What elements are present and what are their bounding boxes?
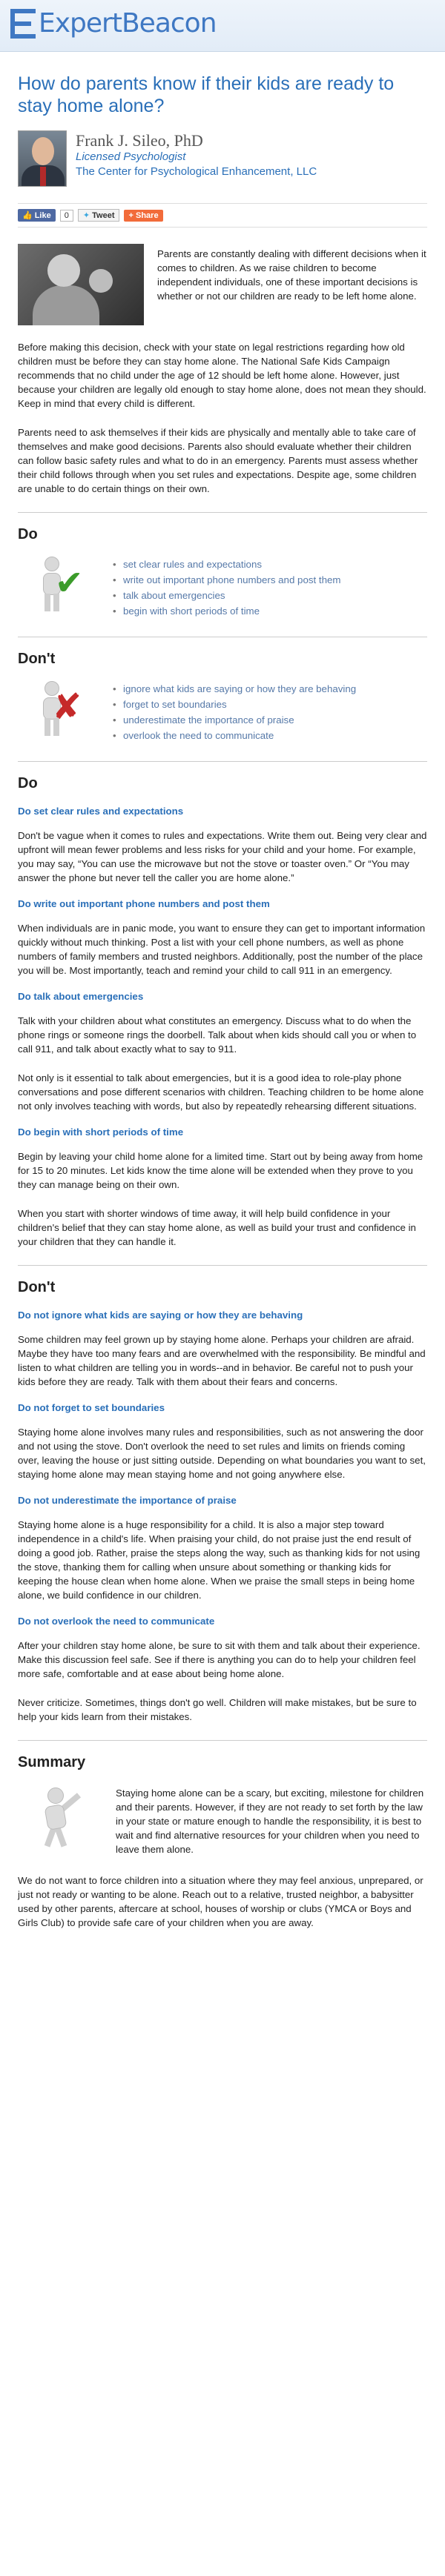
plus-icon: + xyxy=(128,210,134,220)
summary-intro: Staying home alone can be a scary, but exciting, milestone for children and their parents. However, if they are not ready to set forth by the law in your state or mature enough to handle the responsibility, it is best to wait and find alternative resources for your children when you need to leave them alone. xyxy=(116,1787,424,1855)
do-item-title: Do talk about emergencies xyxy=(18,991,144,1002)
do-summary-item[interactable]: • talk about emergencies xyxy=(113,588,340,603)
figure-person-icon xyxy=(18,1785,99,1859)
dont-item-paragraph: Staying home alone involves many rules and responsibilities, such as not answering the door and not using the stove. Don't overlook the need to set rules and limits on friends coming over, leaving the house or just sitting outside. Depending on what boundaries you want to set, staying home alone may mean staying home and not going anywhere else. xyxy=(18,1427,426,1480)
author-role: Licensed Psychologist xyxy=(76,150,186,163)
twitter-bird-icon: ✦ xyxy=(82,211,90,220)
do-summary-item[interactable]: • set clear rules and expectations xyxy=(113,557,340,572)
do-item-paragraph: When individuals are in panic mode, you want to ensure they can get to important information quickly without much thinking. Post a list with your cell phone numbers, as well as phone numbers of family members and trusted neighbors. Additionally, post the number of the place you will be. Most importantly, teach and remind your child to call 911 in an emergency. xyxy=(18,923,426,976)
divider xyxy=(18,512,427,513)
logo-e-icon xyxy=(10,9,37,39)
author-name[interactable]: Frank J. Sileo, PhD xyxy=(76,131,203,150)
dont-item-title: Do not ignore what kids are saying or how they are behaving xyxy=(18,1309,303,1321)
do-summary-list xyxy=(99,554,340,619)
do-summary-block xyxy=(18,554,427,620)
body-paragraph: Before making this decision, check with your state on legal restrictions regarding how old children must be before they can stay home alone. The National Safe Kids Campaign recommends that no child under the age of 12 should be left home alone. However, just because your children are legally old enough to stay home alone, does not mean they should. Keep in mind that every child is different. xyxy=(18,342,426,409)
do-item-title: Do begin with short periods of time xyxy=(18,1126,184,1138)
do-item-paragraph: Begin by leaving your child home alone for a limited time. Start out by being away from home for 15 to 20 minutes. Let kids know the time alone will be extended when they prove to you they can manage being on their own. xyxy=(18,1151,423,1190)
do-summary-heading: Do xyxy=(18,526,38,542)
dont-summary-heading: Don't xyxy=(18,651,56,667)
tweet-label: Tweet xyxy=(92,211,115,220)
site-logo[interactable] xyxy=(10,9,445,39)
dont-item-paragraph: Staying home alone is a huge responsibility for a child. It is also a major step toward independence in a child's life. When praising your child, do not praise just the end result of doing a good job. Rather, praise the steps along the way, such as thanking kids for not using the stove, thanking them for calling when unsure about something or thanking kids for keeping the house clean when home alone. When we praise the small steps in being home alone, we build confidence in our children. xyxy=(18,1519,421,1601)
dont-summary-item[interactable]: • underestimate the importance of praise xyxy=(113,712,356,728)
author-block xyxy=(0,117,445,187)
dont-item-title: Do not forget to set boundaries xyxy=(18,1402,165,1413)
author-photo xyxy=(18,130,67,187)
summary-block xyxy=(18,1785,427,1859)
dont-section-heading: Don't xyxy=(18,1279,56,1295)
dont-summary-item[interactable]: • forget to set boundaries xyxy=(113,697,356,712)
article-title: How do parents know if their kids are ready to stay home alone? xyxy=(18,73,395,116)
share-button[interactable] xyxy=(124,210,162,222)
share-label: Share xyxy=(135,210,159,220)
summary-heading: Summary xyxy=(18,1754,86,1770)
like-count: 0 xyxy=(60,210,73,222)
divider xyxy=(18,761,427,762)
do-item-title: Do set clear rules and expectations xyxy=(18,806,184,817)
intro-block xyxy=(18,244,427,325)
body-paragraph: Parents need to ask themselves if their kids are physically and mentally able to take care of themselves and make good decisions. Parents also should evaluate whether their children can follow basic safety rules and what to do in an emergency. Parents must assess whether their child follows through when you set rules and expectations. Despite age, some children are unable to do certain things on their own. xyxy=(18,427,418,494)
dont-item-paragraph: Some children may feel grown up by staying home alone. Perhaps your children are afraid. Maybe they have too many fears and are overwhelmed with the responsibility. Be mindful and listen to what children are telling you in words--and in behavior. Be careful not to push your kids before they are ready. Talk with them about their fears and concerns. xyxy=(18,1334,426,1387)
dont-item-title: Do not overlook the need to communicate xyxy=(18,1616,215,1627)
dont-summary-item[interactable]: • ignore what kids are saying or how they are behaving xyxy=(113,681,356,697)
do-summary-item[interactable]: • write out important phone numbers and post them xyxy=(113,572,340,588)
site-header xyxy=(0,0,445,52)
do-item-paragraph: Talk with your children about what constitutes an emergency. Discuss what to do when the phone rings or someone rings the doorbell. Talk about when kids should call you or when to call 911, and talk about exactly what to say to 911. xyxy=(18,1015,417,1055)
dont-item-title: Do not underestimate the importance of praise xyxy=(18,1495,237,1506)
like-label: Like xyxy=(34,210,51,220)
dont-summary-block xyxy=(18,678,427,745)
dont-summary-item[interactable]: • overlook the need to communicate xyxy=(113,728,356,743)
dont-item-paragraph: Never criticize. Sometimes, things don't go well. Children will make mistakes, but be sure to help your kids learn from their mistakes. xyxy=(18,1697,417,1722)
tweet-button[interactable] xyxy=(78,209,120,222)
logo-text: ExpertBeacon xyxy=(39,8,217,39)
divider xyxy=(18,1265,427,1266)
summary-closing: We do not want to force children into a situation where they may feel anxious, unprepared, or just not ready or wanting to be alone. Reach out to a relative, trusted neighbor, a babysitter used by other parents, aftercare at school, houses of worship or clubs (YMCA or Boys and Girls Club) to provide safe care of your children when you are away. xyxy=(18,1875,423,1928)
facebook-like-button[interactable] xyxy=(18,209,56,222)
dont-item-paragraph: After your children stay home alone, be sure to sit with them and talk about their experience. Make this discussion feel safe. See if there is anything you can do to help your children feel more safe, comfortable and at ease about being home alone. xyxy=(18,1640,421,1679)
social-bar xyxy=(18,203,427,228)
figure-cross-icon: ✘ xyxy=(18,678,99,745)
do-item-paragraph: Not only is it essential to talk about emergencies, but it is a good idea to role-play phone conversations and pose different scenarios with children. Teaching children to be home alone not only involves teaching with words, but also by repeatedly rehearsing different situations. xyxy=(18,1072,424,1112)
intro-photo xyxy=(18,244,144,325)
do-item-paragraph: Don't be vague when it comes to rules and expectations. Write them out. Being very clear and upfront will mean fewer problems and less risks for your child and your home. For example, you may say, “You can use the microwave but not the stove or toaster oven.” Or “You may answer the phone but never tell the caller you are home alone.” xyxy=(18,830,427,883)
author-org[interactable]: The Center for Psychological Enhancement, LLC xyxy=(76,165,317,178)
do-section-heading: Do xyxy=(18,775,38,791)
thumbs-up-icon: 👍 xyxy=(22,211,33,220)
divider xyxy=(18,1740,427,1741)
intro-text: Parents are constantly dealing with different decisions when it comes to children. As we raise children to become independent individuals, one of these important decisions is whether or not our children are ready to be left home alone. xyxy=(157,248,426,302)
do-item-title: Do write out important phone numbers and post them xyxy=(18,898,270,909)
do-item-paragraph: When you start with shorter windows of time away, it will help build confidence in your children's belief that they can stay home alone, as well as build your trust and confidence in your children that they can handle it. xyxy=(18,1208,416,1247)
dont-summary-list xyxy=(99,678,356,743)
do-summary-item[interactable]: • begin with short periods of time xyxy=(113,603,340,619)
figure-check-icon: ✔ xyxy=(18,554,99,620)
